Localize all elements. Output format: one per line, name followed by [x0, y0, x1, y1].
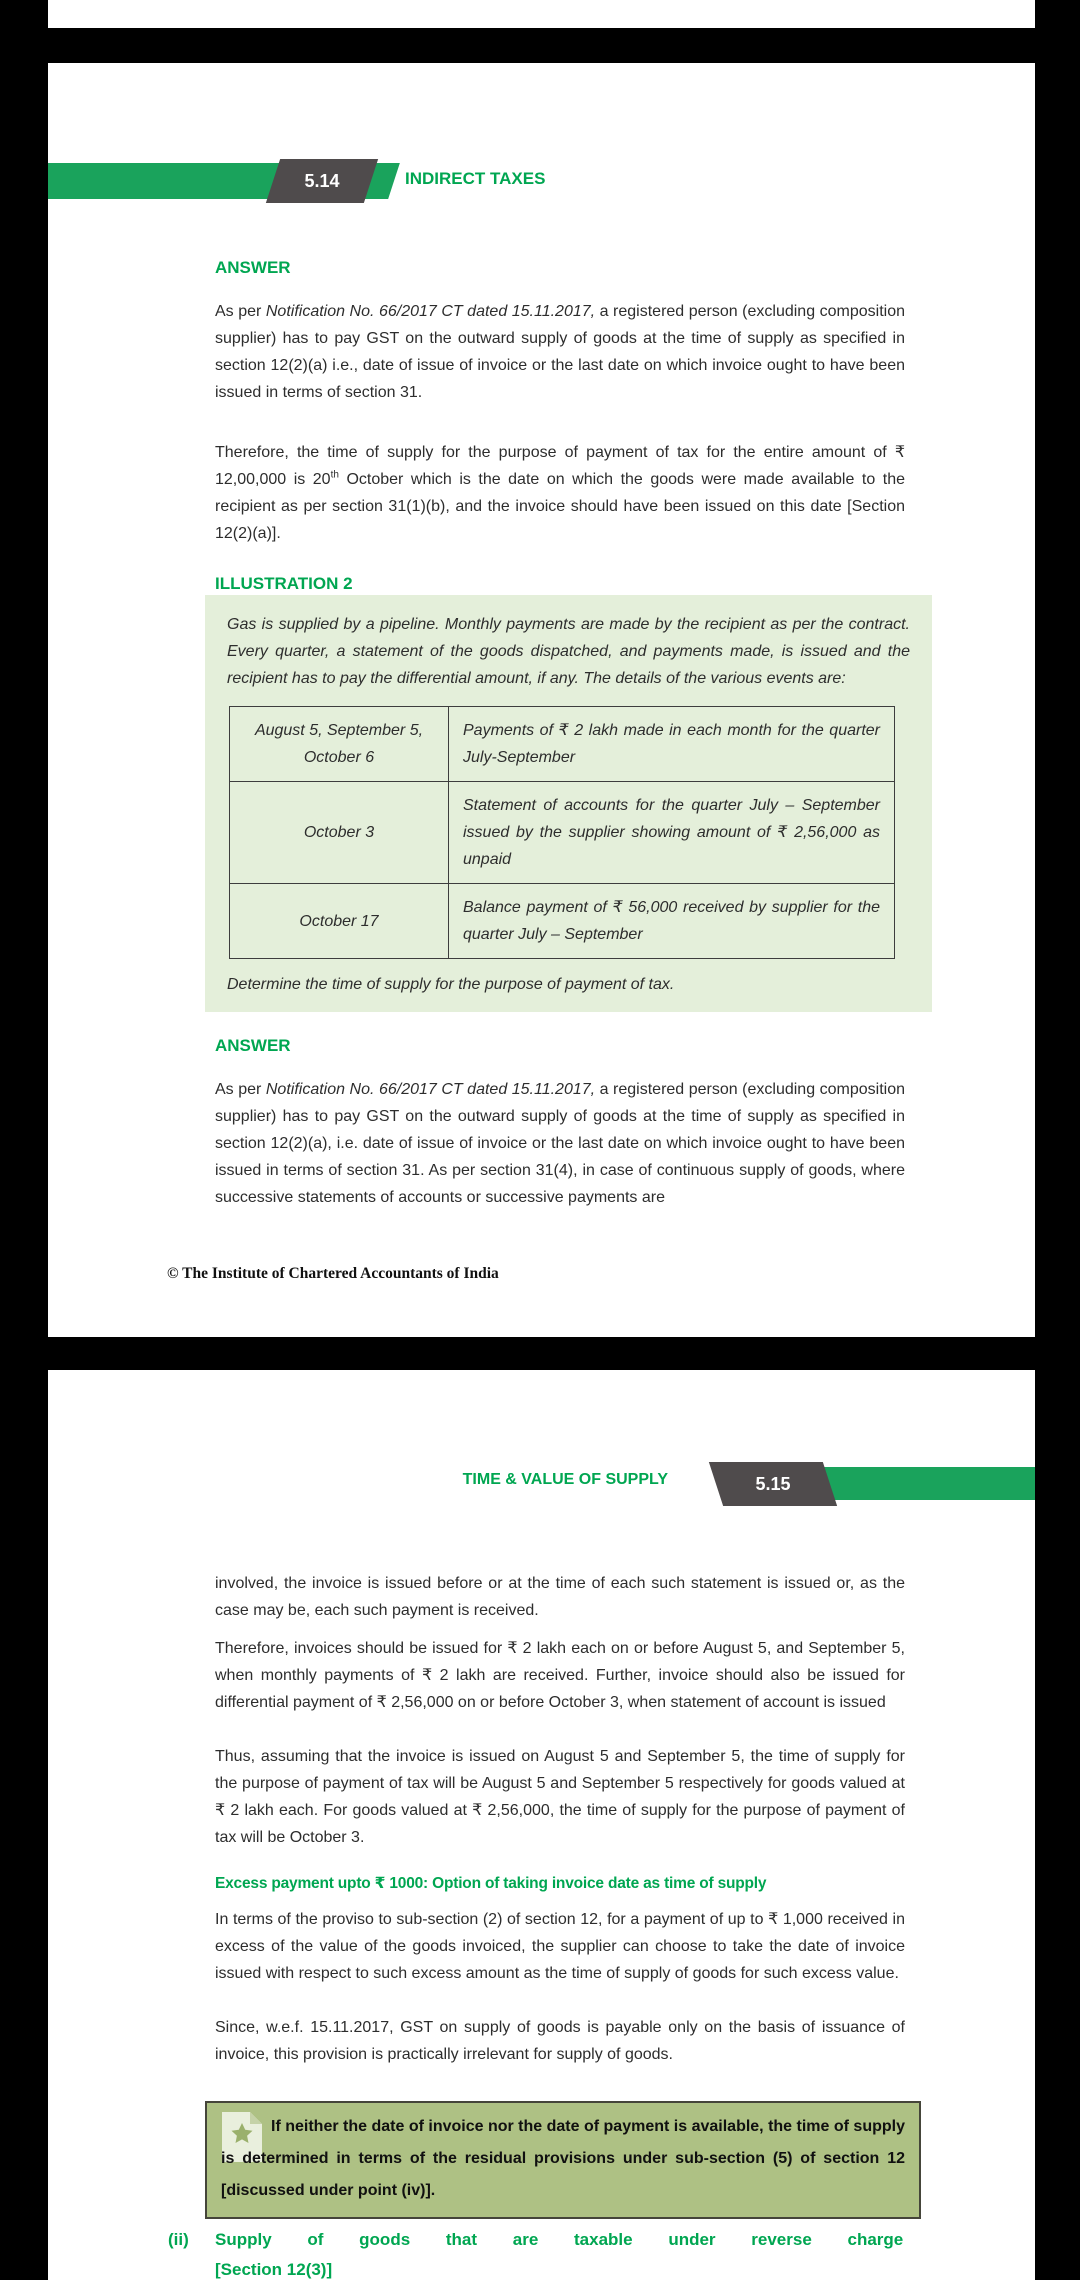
- chapter-title: INDIRECT TAXES: [405, 169, 546, 188]
- answer-paragraph-1: [215, 298, 905, 406]
- text-run: Therefore, the time of supply for the purpose of payment of tax for the entire amount of ₹ 12,00,000 is 20: [215, 444, 905, 488]
- heading-text: Supply of goods that are taxable under reverse charge [Section 12(3)]: [215, 2230, 904, 2279]
- text-run: As per: [215, 1081, 266, 1098]
- event-date-cell: October 3: [230, 782, 449, 884]
- previous-page-bottom-strip: [48, 0, 1035, 28]
- table-row: [230, 707, 895, 782]
- event-date-cell: August 5, September 5, October 6: [230, 707, 449, 782]
- answer-paragraph-2: [215, 439, 905, 547]
- paragraph: Since, w.e.f. 15.11.2017, GST on supply of goods is payable only on the basis of issuance of invoice, this provision is practically irrelevant for supply of goods.: [215, 2019, 905, 2063]
- notification-reference: Notification No. 66/2017 CT dated 15.11.2017,: [265, 1081, 596, 1098]
- copyright-footer: © The Institute of Chartered Accountants of India: [167, 1265, 499, 1282]
- page-5-15: [48, 1370, 1035, 2280]
- paragraph: involved, the invoice is issued before or at the time of each such statement is issued or, as the case may be, each such payment is received.: [215, 1575, 905, 1619]
- illustration-panel: [205, 595, 932, 1012]
- paragraph: Therefore, invoices should be issued for ₹ 2 lakh each on or before August 5, and September 5, when monthly payments of ₹ 2 lakh are received. Further, invoice should also be issued for differential payment of ₹ 2,56,000 on or before October 3, when statement of account is issued: [215, 1640, 905, 1711]
- chapter-title: TIME & VALUE OF SUPPLY: [462, 1471, 668, 1488]
- event-date-cell: October 17: [230, 884, 449, 959]
- answer-heading: ANSWER: [215, 258, 291, 277]
- paragraph: In terms of the proviso to sub-section (2) of section 12, for a payment of up to ₹ 1,000 received in excess of the value of the goods invoiced, the supplier can choose to take the date of invoice issued with respect to such excess amount as the time of supply of goods for such excess value.: [215, 1911, 905, 1982]
- answer-heading: ANSWER: [215, 1036, 291, 1055]
- ordinal-suffix: th: [330, 469, 339, 481]
- page-header-bar: [48, 1467, 1035, 1500]
- text-run: a registered person (excluding composition supplier) has to pay GST on the outward supply of goods at the time of supply as specified in section 12(2)(a), i.e. date of issue of invoice or the last date on which invoice ought to have been issued in terms of section 31. As per section 31(4), in case of continuous supply of goods, where successive statements of accounts or successive payments are: [215, 1081, 906, 1206]
- text-run: a registered person (excluding composition supplier) has to pay GST on the outward supply of goods at the time of supply as specified in section 12(2)(a) i.e., date of issue of invoice or the last date on which invoice ought to have been issued in terms of section 31.: [215, 303, 906, 401]
- page-number-badge: [266, 159, 378, 203]
- notification-reference: Notification No. 66/2017 CT dated 15.11.2017,: [265, 303, 596, 320]
- events-table: [229, 706, 895, 959]
- table-row: [230, 782, 895, 884]
- illustration-question: Determine the time of supply for the purpose of payment of tax.: [227, 976, 675, 993]
- paragraph: Thus, assuming that the invoice is issued on August 5 and September 5, the time of supply for the purpose of payment of tax will be August 5 and September 5 respectively for goods valued at ₹ 2 lakh each. For goods valued at ₹ 2,56,000, the time of supply for the purpose of payment of tax will be October 3.: [215, 1748, 905, 1846]
- illustration-heading: ILLUSTRATION 2: [215, 574, 353, 593]
- note-box: [205, 2101, 921, 2219]
- page-number-badge: [709, 1462, 837, 1506]
- list-marker: (ii): [168, 2230, 189, 2249]
- page-5-14: [48, 63, 1035, 1337]
- answer-paragraph-3: [215, 1076, 905, 1211]
- note-text: If neither the date of invoice nor the date of payment is available, the time of supply is determined in terms of the residual provisions under sub-section (5) of section 12 [discussed under point (iv)].: [221, 2118, 905, 2199]
- illustration-intro: Gas is supplied by a pipeline. Monthly payments are made by the recipient as per the contract. Every quarter, a statement of the goods dispatched, and payments made, is issued and the recipient has to pay the differential amount, if any. The details of the various events are:: [227, 616, 910, 687]
- event-desc-cell: Statement of accounts for the quarter July – September issued by the supplier showing amount of ₹ 2,56,000 as unpaid: [449, 782, 895, 884]
- event-desc-cell: Payments of ₹ 2 lakh made in each month for the quarter July-September: [449, 707, 895, 782]
- excess-payment-heading: Excess payment upto ₹ 1000: Option of taking invoice date as time of supply: [215, 1875, 767, 1892]
- table-row: [230, 884, 895, 959]
- text-run: October which is the date on which the goods were made available to the recipient as per section 31(1)(b), and the invoice should have been issued on this date [Section 12(2)(a)].: [215, 471, 905, 542]
- text-run: As per: [215, 303, 266, 320]
- event-desc-cell: Balance payment of ₹ 56,000 received by supplier for the quarter July – September: [449, 884, 895, 959]
- page-number: 5.14: [304, 171, 340, 191]
- page-number: 5.15: [755, 1474, 791, 1494]
